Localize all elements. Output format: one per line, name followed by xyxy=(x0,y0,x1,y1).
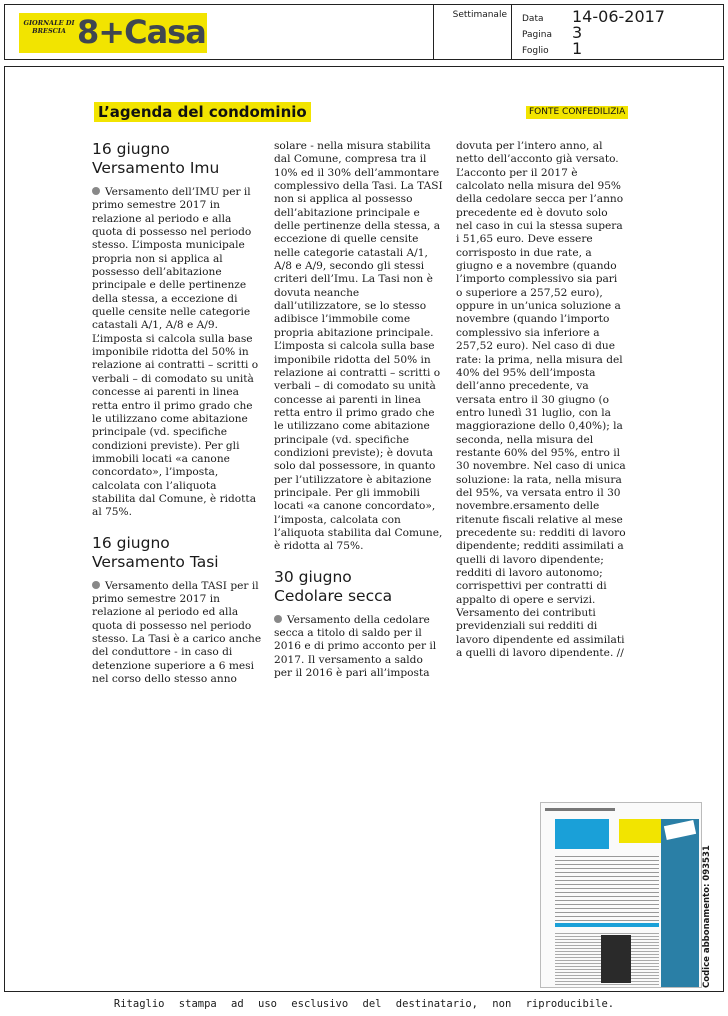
column-2 xyxy=(274,140,444,680)
heading-tasi: 16 giugno Versamento Tasi xyxy=(92,533,219,571)
column-1 xyxy=(92,140,262,686)
logo-cell xyxy=(5,5,433,59)
tasi-paragraph-1-start: Versamento della TASI per il primo semestre 2017 in relazione al periodo ed alla quota di possesso nel periodo stesso. La Tasi è a carico anche del conduttore - in caso di detenzione superiore a 6 mesi nel corso dello stesso anno xyxy=(92,579,262,685)
page-thumbnail xyxy=(540,802,702,988)
subscription-code: Codice abbonamento: 093531 xyxy=(702,845,712,988)
footer-disclaimer: Ritaglio stampa ad uso esclusivo del destinatario, non riproducibile. xyxy=(113,998,615,1010)
bullet-icon xyxy=(274,615,282,623)
logo-title: 8+Casa xyxy=(77,13,206,51)
bullet-icon xyxy=(92,581,100,589)
bullet-icon xyxy=(92,187,100,195)
periodicity-cell xyxy=(433,5,511,59)
logo-newspaper-name: GIORNALE DI BRESCIA xyxy=(23,19,75,35)
source-label: FONTE CONFEDILIZIA xyxy=(526,106,628,119)
section-title: L’agenda del condominio xyxy=(94,102,311,122)
clipping-header xyxy=(4,4,724,60)
tasi-paragraph-1-cont: solare - nella misura stabilita dal Comune, compresa tra il 10% ed il 30% dell’ammontare complessivo della Tasi. La TASI non si applica al possesso dell’abitazione principale e delle pertinenze della stessa, a eccezione di quelle censite nelle categorie catastali A/1, A/8 e A/9, secondo gli stessi criteri dell’Imu. La Tasi non è dovuta neanche dall’utilizzatore, se lo stesso adibisce l’immobile come propria abitazione principale. xyxy=(274,140,443,339)
masthead-logo xyxy=(19,13,207,53)
meta-row-date: Data 14-06-2017 xyxy=(522,7,665,26)
meta-row-page: Pagina 3 xyxy=(522,23,583,42)
column-3 xyxy=(456,140,626,660)
cedolare-paragraph-1-cont: dovuta per l’intero anno, al netto dell’acconto già versato. xyxy=(456,140,619,166)
tasi-paragraph-2: L’imposta si calcola sulla base imponibile ridotta del 50% in relazione ai contratti – scritti o verbali – di comodato su unità concesse ai parenti in linea retta entro il primo grado che le utilizzano come abitazione principale (vd. specifiche condizioni previste); è dovuta solo dal possessore, in quanto per l’utilizzatore è abitazione principale. Per gli immobili locati «a canone concordato», l’imposta, calcolata con l’aliquota stabilita dal Comune, è ridotta al 75%. xyxy=(274,340,443,553)
cedolare-paragraph-2: L’acconto per il 2017 è calcolato nella misura del 95% della cedolare secca per l’anno precedente ed è dovuto solo nel caso in cui la stessa supera i 51,65 euro. Deve essere corrisposto in due rate, a giugno e a novembre (quando l’importo complessivo sia pari o superiore a 257,52 euro), oppure in un’unica soluzione a novembre (quando l’importo complessivo sia inferiore a 257,52 euro). Nel caso di due rate: la prima, nella misura del 40% del 95% dell’imposta dell’anno precedente, va versata entro il 30 giugno (o entro lunedì 31 luglio, con la maggiorazione dello 0,40%); la seconda, nella misura del restante 60% del 95%, entro il 30 novembre. Nel caso di unica soluzione: la rata, nella misura del 95%, va versata entro il 30 novembre.ersamento delle ritenute fiscali relative al mese precedente su: redditi di lavoro dipendente; redditi assimilati a quelli di lavoro dipendente; redditi di lavoro autonomo; corrispettivi per contratti di appalto di opere e servizi. Versamento dei contributi previdenziali sui redditi di lavoro dipendente ed assimilati a quelli di lavoro dipendente. // xyxy=(456,166,626,660)
periodicity-label: Settimanale xyxy=(452,10,507,20)
cedolare-paragraph-1-start: Versamento della cedolare secca a titolo di saldo per il 2016 e di primo acconto per il 2017. Il versamento a saldo per il 2016 è pari all’imposta xyxy=(274,613,437,680)
imu-paragraph-1: Versamento dell’IMU per il primo semestre 2017 in relazione al periodo e alla quota di possesso nel periodo stesso. L’imposta municipale propria non si applica al possesso dell’abitazione principale e delle pertinenze della stessa, a eccezione di quelle censite nelle categorie catastali A/1, A/8 e A/9. xyxy=(92,186,252,332)
meta-row-sheet: Foglio 1 xyxy=(522,39,583,58)
heading-imu: 16 giugno Versamento Imu xyxy=(92,140,220,177)
imu-paragraph-2: L’imposta si calcola sulla base imponibile ridotta del 50% in relazione ai contratti – scritti o verbali – di comodato su unità concesse ai parenti in linea retta entro il primo grado che le utilizzano come abitazione principale (vd. specifiche condizioni previste). Per gli immobili locati «a canone concordato», l’imposta, calcolata con l’aliquota stabilita dal Comune, è ridotta al 75%. xyxy=(92,332,259,519)
meta-cell xyxy=(511,5,703,59)
heading-cedolare: 30 giugno Cedolare secca xyxy=(274,567,393,605)
